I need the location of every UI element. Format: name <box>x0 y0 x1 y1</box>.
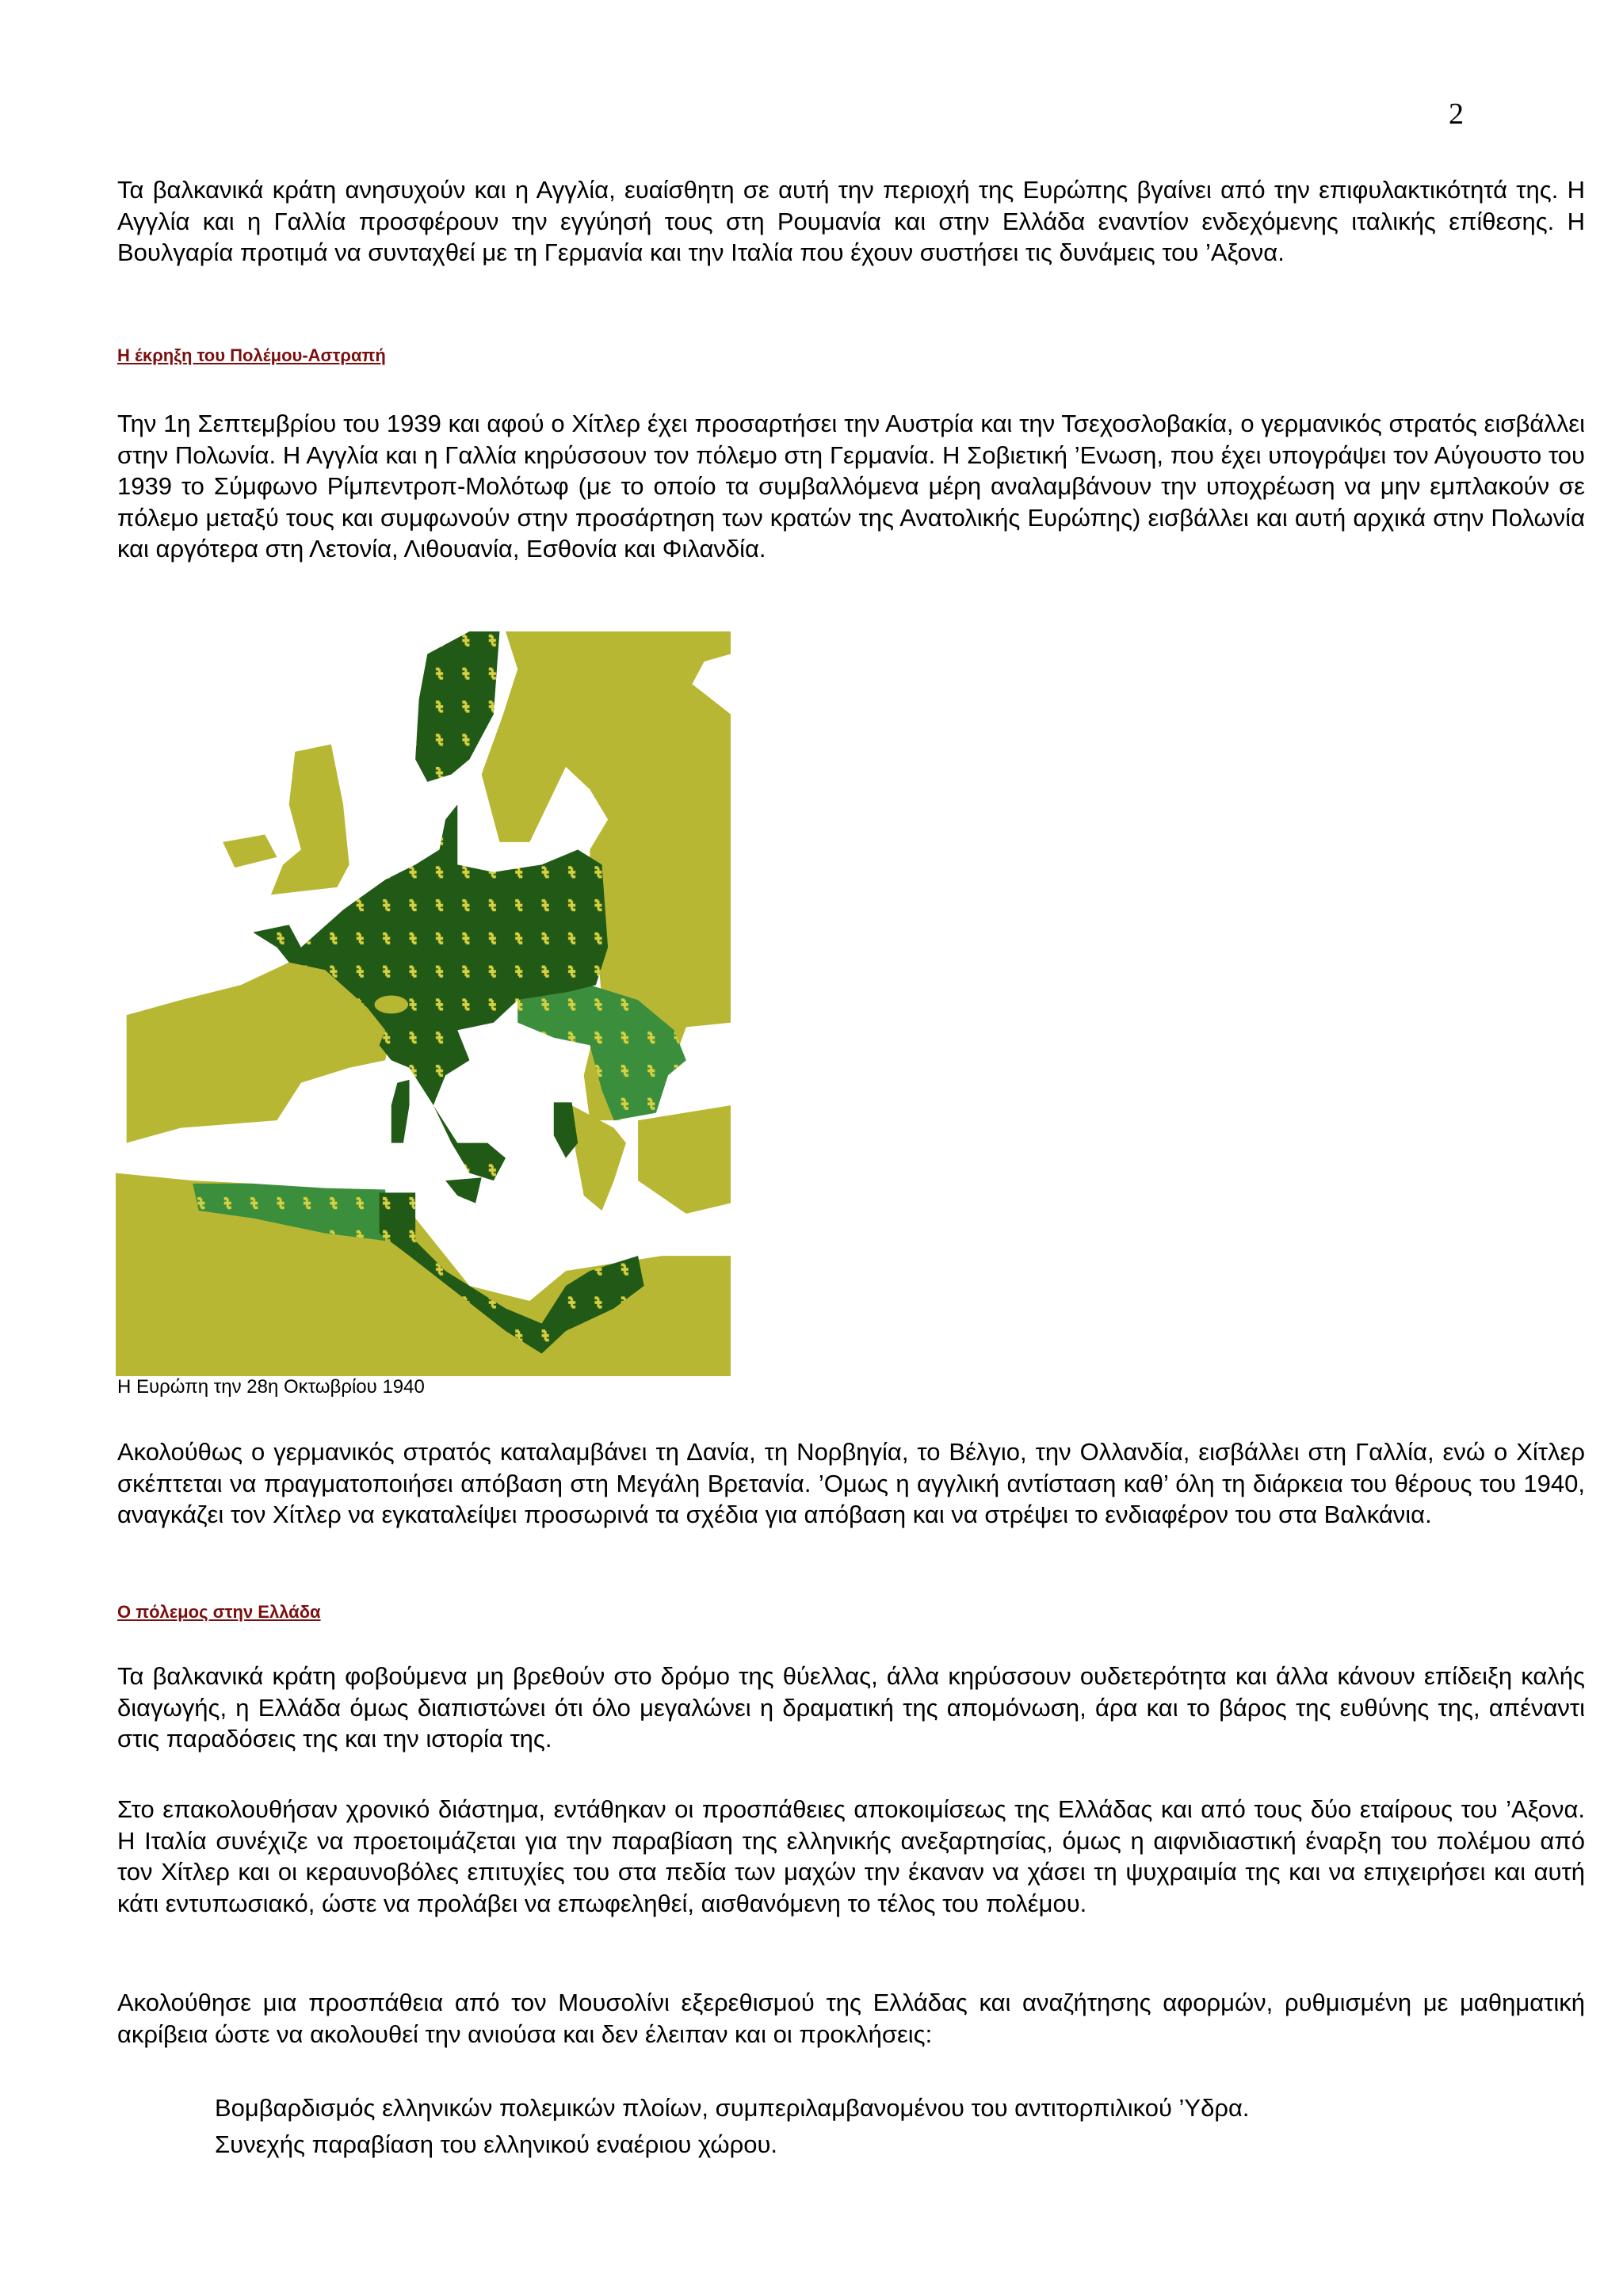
page-number: 2 <box>1449 97 1464 131</box>
paragraph-invasion-poland: Την 1η Σεπτεμβρίου του 1939 και αφού ο Χίτλερ έχει προσαρτήσει την Αυστρία και την Τσεχοσλοβακία, ο γερμανικός στρατός εισβάλλει στην Πολωνία. Η Αγγλία και η Γαλλία κηρύσσουν τον πόλεμο στη Γερμανία. Η Σοβιετική ’Ενωση, που έχει υπογράψει τον Αύγουστο του 1939 το Σύμφωνο Ρίμπεντροπ-Μολότωφ (με το οποίο τα συμβαλλόμενα μέρη αναλαμβάνουν την υποχρέωση να μην εμπλακούν σε πόλεμο μεταξύ τους και συμφωνούν στην προσάρτηση των κρατών της Ανατολικής Ευρώπης) εισβάλλει και αυτή αρχικά στην Πολωνία και αργότερα στη Λετονία, Λιθουανία, Εσθονία και Φιλανδία. <box>117 410 1585 563</box>
map-caption: Η Ευρώπη την 28η Οκτωβρίου 1940 <box>117 1376 425 1398</box>
europe-1940-map <box>116 631 731 1376</box>
section-heading-outbreak[interactable]: Η έκρηξη του Πολέμου-Αστραπή <box>117 345 386 365</box>
paragraph-mussolini-provocations: Ακολούθησε μια προσπάθεια από τον Μουσολίνι εξερεθισμού της Ελλάδας και αναζήτησης αφορμών, ρυθμισμένη με μαθηματική ακρίβεια ώστε να ακολουθεί την ανιούσα και δεν έλειπαν και οι προκλήσεις: <box>117 1989 1585 2048</box>
list-item: Βομβαρδισμός ελληνικών πολεμικών πλοίων, συμπεριλαμβανομένου του αντιτορπιλικού ’Υδρα. <box>215 2094 1250 2122</box>
paragraph-german-advance: Ακολούθως ο γερμανικός στρατός καταλαμβάνει τη Δανία, τη Νορβηγία, το Βέλγιο, την Ολλανδία, εισβάλλει στη Γαλλία, ενώ ο Χίτλερ σκέπτεται να πραγματοποιήσει απόβαση στη Μεγάλη Βρετανία. ’Ομως η αγγλική αντίσταση καθ’ όλη τη διάρκεια του θέρους του 1940, αναγκάζει τον Χίτλερ να εγκαταλείψει προσωρινά τα σχέδια για απόβαση και να στρέψει το ενδιαφέρον του στα Βαλκάνια. <box>117 1438 1585 1529</box>
section-heading-war-in-greece[interactable]: Ο πόλεμος στην Ελλάδα <box>117 1602 321 1622</box>
paragraph-balkan-states: Τα βαλκανικά κράτη ανησυχούν και η Αγγλία, ευαίσθητη σε αυτή την περιοχή της Ευρώπης βγαίνει από την επιφυλακτικότητά της. Η Αγγλία και η Γαλλία προσφέρουν την εγγύησή τους στη Ρουμανία και στην Ελλάδα εναντίον ενδεχόμενης ιταλικής επίθεσης. Η Βουλγαρία προτιμά να συνταχθεί με τη Γερμανία και την Ιταλία που έχουν συστήσει τις δυνάμεις του ’Αξονα. <box>117 176 1585 267</box>
list-item: Συνεχής παραβίαση του ελληνικού εναέριου χώρου. <box>215 2130 778 2158</box>
switzerland <box>374 996 408 1014</box>
paragraph-axis-efforts: Στο επακολουθήσαν χρονικό διάστημα, εντάθηκαν οι προσπάθειες αποκοιμίσεως της Ελλάδας και από τους δύο εταίρους του ’Αξονα. Η Ιταλία συνέχιζε να προετοιμάζεται για την παραβίαση της ελληνικής ανεξαρτησίας, όμως η αιφνιδιαστική έναρξη του πολέμου από τον Χίτλερ και οι κεραυνοβόλες επιτυχίες του στα πεδία των μαχών την έκαναν να χάσει τη ψυχραιμία της και να επιχειρήσει και αυτή κάτι εντυπωσιακό, ώστε να προλάβει να επωφεληθεί, αισθανόμενη το τέλος του πολέμου. <box>117 1795 1585 1917</box>
provocations-list <box>215 2090 1250 2163</box>
paragraph-balkan-neutrality: Τα βαλκανικά κράτη φοβούμενα μη βρεθούν στο δρόμο της θύελλας, άλλα κηρύσσουν ουδετερότητα και άλλα κάνουν επίδειξη καλής διαγωγής, η Ελλάδα όμως διαπιστώνει ότι όλο μεγαλώνει η δραματική της απομόνωση, άρα και το βάρος της ευθύνης της, απέναντι στις παραδόσεις της και την ιστορία της. <box>117 1662 1585 1753</box>
